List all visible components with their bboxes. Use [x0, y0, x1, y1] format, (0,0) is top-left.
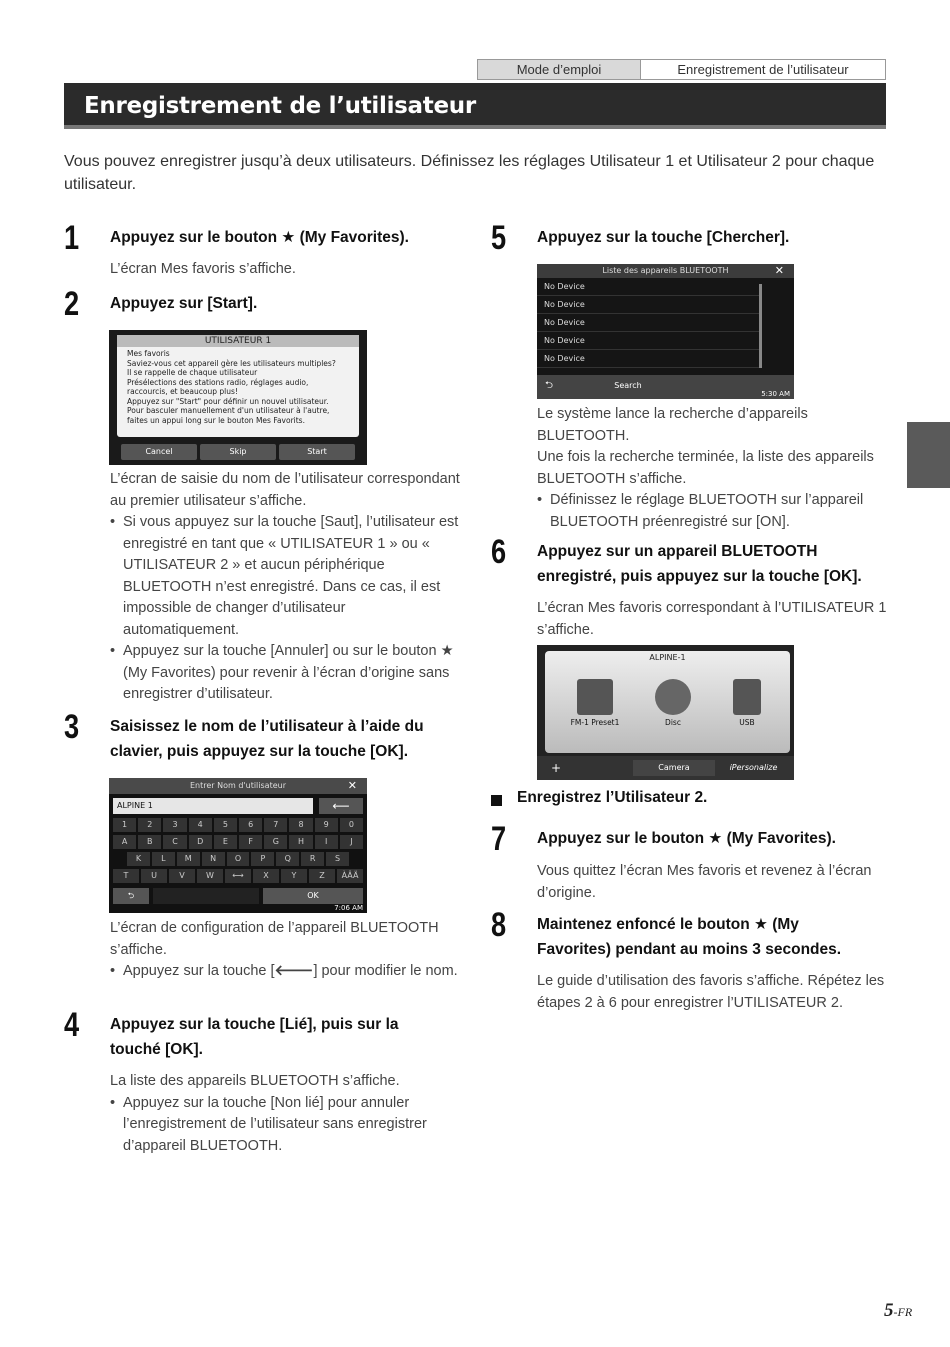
step-number: 8 — [491, 906, 507, 944]
bullet-item — [110, 641, 460, 706]
body-text: Le système lance la recherche d’appareils BLUETOOTH. — [537, 406, 808, 444]
key[interactable]: 9 — [315, 818, 338, 832]
keyboard-row-3 — [127, 852, 349, 866]
intro-text: Vous pouvez enregistrer jusqu’à deux utilisateurs. Définissez les réglages Utilisateur 1 et Utilisateur 2 pour chaque utilisateur. — [64, 153, 875, 193]
key[interactable]: W — [197, 869, 223, 883]
scrollbar[interactable] — [759, 284, 762, 368]
favorite-label: FM-1 Preset1 — [570, 718, 620, 727]
key[interactable]: B — [138, 835, 161, 849]
star-icon: ★ — [281, 228, 296, 246]
bullet-item: • Définissez le réglage BLUETOOTH sur l’appareil BLUETOOTH préenregistré sur [ON]. — [537, 490, 887, 533]
heading-text: Appuyez sur le bouton — [537, 830, 709, 847]
star-icon: ★ — [754, 915, 768, 933]
key[interactable]: E — [214, 835, 237, 849]
heading-text: (My Favorites). — [295, 229, 409, 246]
key[interactable]: 0 — [340, 818, 363, 832]
key[interactable]: R — [301, 852, 324, 866]
clock: 7:06 AM — [334, 904, 363, 912]
disc-icon[interactable] — [655, 679, 691, 715]
step-heading: Appuyez sur un appareil BLUETOOTH enregistré, puis appuyez sur la touche [OK]. — [537, 543, 862, 585]
step-5-body — [537, 404, 887, 533]
dialog-box — [117, 335, 359, 437]
step-3-body — [110, 918, 460, 983]
dialog-title: UTILISATEUR 1 — [117, 335, 359, 347]
page-number — [884, 1300, 912, 1322]
step-heading: Appuyez sur [Start]. — [110, 295, 258, 312]
camera-button[interactable]: Camera — [633, 760, 715, 776]
screenshot-bluetooth-list — [537, 264, 794, 399]
key[interactable]: T — [113, 869, 139, 883]
page-title: Enregistrement de l’utilisateur — [84, 93, 476, 119]
step-heading: Appuyez sur la touche [Chercher]. — [537, 229, 790, 246]
header-tabs — [477, 59, 886, 80]
heading-text: (My Favorites). — [722, 830, 836, 847]
key[interactable]: A — [113, 835, 136, 849]
key[interactable]: V — [169, 869, 195, 883]
screenshot-user-dialog — [109, 330, 367, 465]
key[interactable]: O — [227, 852, 250, 866]
heading-text: Maintenez enfoncé le bouton — [537, 916, 755, 933]
device-item[interactable]: No Device — [537, 278, 759, 296]
keyboard-bottom-bar — [113, 888, 363, 904]
key[interactable]: 8 — [289, 818, 312, 832]
step-2-body — [110, 469, 460, 706]
star-icon: ★ — [440, 643, 454, 659]
exit-button[interactable]: ⮌ — [113, 888, 149, 904]
star-icon: ★ — [708, 829, 723, 847]
step-6-body: L’écran Mes favoris correspondant à l’UTILISATEUR 1 s’affiche. — [537, 600, 887, 638]
favorite-label: USB — [739, 718, 755, 727]
step-1-body: L’écran Mes favoris s’affiche. — [110, 261, 296, 277]
device-item[interactable]: No Device — [537, 296, 759, 314]
keyboard-title — [109, 778, 367, 794]
bt-bottom-bar — [537, 375, 794, 399]
step-6 — [491, 533, 901, 593]
close-icon[interactable]: ✕ — [774, 264, 784, 277]
header-tab-mode: Mode d’emploi — [478, 60, 640, 79]
device-item[interactable]: No Device — [537, 314, 759, 332]
start-button[interactable]: Start — [279, 444, 355, 460]
back-arrow-icon: 🡐 — [274, 963, 314, 979]
header-tab-section: Enregistrement de l’utilisateur — [640, 60, 885, 79]
settings-button[interactable] — [573, 760, 629, 776]
key[interactable]: J — [340, 835, 363, 849]
step-4-body — [110, 1071, 460, 1157]
key[interactable]: 7 — [264, 818, 287, 832]
step-4 — [64, 1006, 464, 1066]
key[interactable]: C — [163, 835, 186, 849]
step-heading: Appuyez sur la touche [Lié], puis sur la touché [OK]. — [110, 1016, 399, 1058]
step-7-body: Vous quittez l’écran Mes favoris et revenez à l’écran d’origine. — [537, 863, 872, 901]
spacer — [153, 888, 259, 904]
space-key[interactable]: ⟷ — [225, 869, 251, 883]
section-side-tab — [907, 422, 950, 488]
key[interactable]: H — [289, 835, 312, 849]
page-suffix: -FR — [893, 1305, 913, 1319]
step-number: 4 — [64, 1006, 80, 1044]
body-text: L’écran de configuration de l’appareil BLUETOOTH s’affiche. — [110, 920, 439, 958]
step-heading — [537, 826, 836, 851]
keyboard-row-2 — [113, 835, 363, 849]
add-button[interactable]: + — [550, 761, 562, 775]
key[interactable]: N — [202, 852, 225, 866]
body-text: Une fois la recherche terminée, la liste des appareils BLUETOOTH s’affiche. — [537, 449, 874, 487]
key[interactable]: 3 — [163, 818, 186, 832]
bullet-text: ] pour modifier le nom. — [313, 963, 458, 979]
radio-icon[interactable] — [577, 679, 613, 715]
key[interactable]: 1 — [113, 818, 136, 832]
key[interactable]: 2 — [138, 818, 161, 832]
key[interactable]: M — [177, 852, 200, 866]
ipersonalize-button[interactable]: iPersonalize — [729, 763, 778, 772]
step-number: 2 — [64, 285, 80, 323]
dialog-buttons — [121, 444, 355, 460]
bt-title-text: Liste des appareils BLUETOOTH — [602, 266, 729, 275]
section-square-icon — [491, 795, 502, 806]
step-number: 3 — [64, 708, 80, 746]
favorite-label: Disc — [665, 718, 681, 727]
step-number: 7 — [491, 820, 507, 858]
bt-title — [537, 264, 794, 278]
step-7 — [491, 820, 891, 860]
ok-button[interactable]: OK — [263, 888, 363, 904]
step-2 — [64, 285, 464, 325]
bullet-text: Appuyez sur la touche [Annuler] ou sur le bouton — [123, 643, 441, 659]
page-number-value: 5 — [884, 1300, 894, 1321]
key[interactable]: P — [251, 852, 274, 866]
key[interactable]: S — [326, 852, 349, 866]
device-item[interactable]: No Device — [537, 350, 759, 368]
key[interactable]: 4 — [189, 818, 212, 832]
screenshot-keyboard — [109, 778, 367, 913]
step-heading — [537, 912, 877, 962]
heading-text: (My Favorites) pendant au moins 3 secondes. — [537, 916, 842, 958]
keyboard-row-4 — [113, 869, 363, 883]
keyboard-title-text: Entrer Nom d'utilisateur — [190, 781, 286, 790]
bullet-text: (My Favorites) pour revenir à l’écran d’origine sans enregistrer d’utilisateur. — [123, 664, 450, 702]
key[interactable]: Q — [276, 852, 299, 866]
usb-icon[interactable] — [733, 679, 761, 715]
accent-key[interactable]: ÀÂÄ — [337, 869, 363, 883]
key[interactable]: K — [127, 852, 150, 866]
body-text: L’écran de saisie du nom de l’utilisateur correspondant au premier utilisateur s’affiche. — [110, 471, 460, 509]
key[interactable]: U — [141, 869, 167, 883]
clock: 5:30 AM — [761, 390, 790, 398]
bullet-item: • Appuyez sur la touche [Non lié] pour annuler l’enregistrement de l’utilisateur sans enregistrer d’appareil BLUETOOTH. — [110, 1093, 460, 1158]
dialog-text: Mes favoris Saviez-vous cet appareil gère les utilisateurs multiples? Il se rappelle de chaque utilisateur Présélections des stations radio, réglages audio, raccourcis, et beaucoup plus! Appuyez sur "Start" pour définir un nouvel utilisateur. Pour basculer manuellement d'un utilisateur à l'autre, faites un appui long sur le bouton Mes Favorits. — [127, 349, 336, 425]
screenshot-favorites — [537, 645, 794, 780]
keyboard-row-1 — [113, 818, 363, 832]
title-bar — [64, 83, 886, 129]
step-3 — [64, 708, 464, 768]
username-input[interactable]: ALPINE 1 — [113, 798, 313, 814]
bullet-item — [110, 961, 460, 983]
favorites-bottom-bar — [537, 756, 794, 780]
key[interactable]: D — [189, 835, 212, 849]
key[interactable]: Z — [309, 869, 335, 883]
favorites-panel — [545, 651, 790, 753]
exit-button[interactable]: ⮌ — [545, 380, 554, 391]
favorites-title: ALPINE-1 — [649, 653, 686, 662]
key[interactable]: F — [239, 835, 262, 849]
body-text: La liste des appareils BLUETOOTH s’affiche. — [110, 1073, 400, 1089]
key[interactable]: L — [152, 852, 175, 866]
step-number: 1 — [64, 219, 80, 257]
close-icon[interactable]: ✕ — [347, 779, 357, 792]
step-5 — [491, 219, 891, 259]
step-heading — [110, 225, 409, 250]
step-number: 6 — [491, 533, 507, 571]
step-heading: Saisissez le nom de l’utilisateur à l’aide du clavier, puis appuyez sur la touche [OK]. — [110, 718, 424, 760]
backspace-button[interactable]: ⟵ — [319, 798, 363, 814]
device-item[interactable]: No Device — [537, 332, 759, 350]
key[interactable]: I — [315, 835, 338, 849]
key[interactable]: 5 — [214, 818, 237, 832]
skip-button[interactable]: Skip — [200, 444, 276, 460]
key[interactable]: 6 — [239, 818, 262, 832]
cancel-button[interactable]: Cancel — [121, 444, 197, 460]
heading-text: Appuyez sur le bouton — [110, 229, 282, 246]
step-8-body: Le guide d’utilisation des favoris s’affiche. Répétez les étapes 2 à 6 pour enregistrer l’UTILISATEUR 2. — [537, 973, 885, 1011]
bullet-text: Appuyez sur la touche [ — [123, 963, 275, 979]
search-button[interactable]: Search — [614, 381, 642, 390]
key[interactable]: X — [253, 869, 279, 883]
user2-heading: Enregistrez l’Utilisateur 2. — [517, 789, 708, 806]
key[interactable]: Y — [281, 869, 307, 883]
key[interactable]: G — [264, 835, 287, 849]
step-8 — [491, 906, 891, 966]
step-number: 5 — [491, 219, 507, 257]
bullet-item: • Si vous appuyez sur la touche [Saut], l’utilisateur est enregistré en tant que « UTILISATEUR 1 » ou « UTILISATEUR 2 » et aucun périphérique BLUETOOTH n’est enregistré. Dans ce cas, il est impossible de changer d’utilisateur automatiquement. — [110, 512, 460, 641]
